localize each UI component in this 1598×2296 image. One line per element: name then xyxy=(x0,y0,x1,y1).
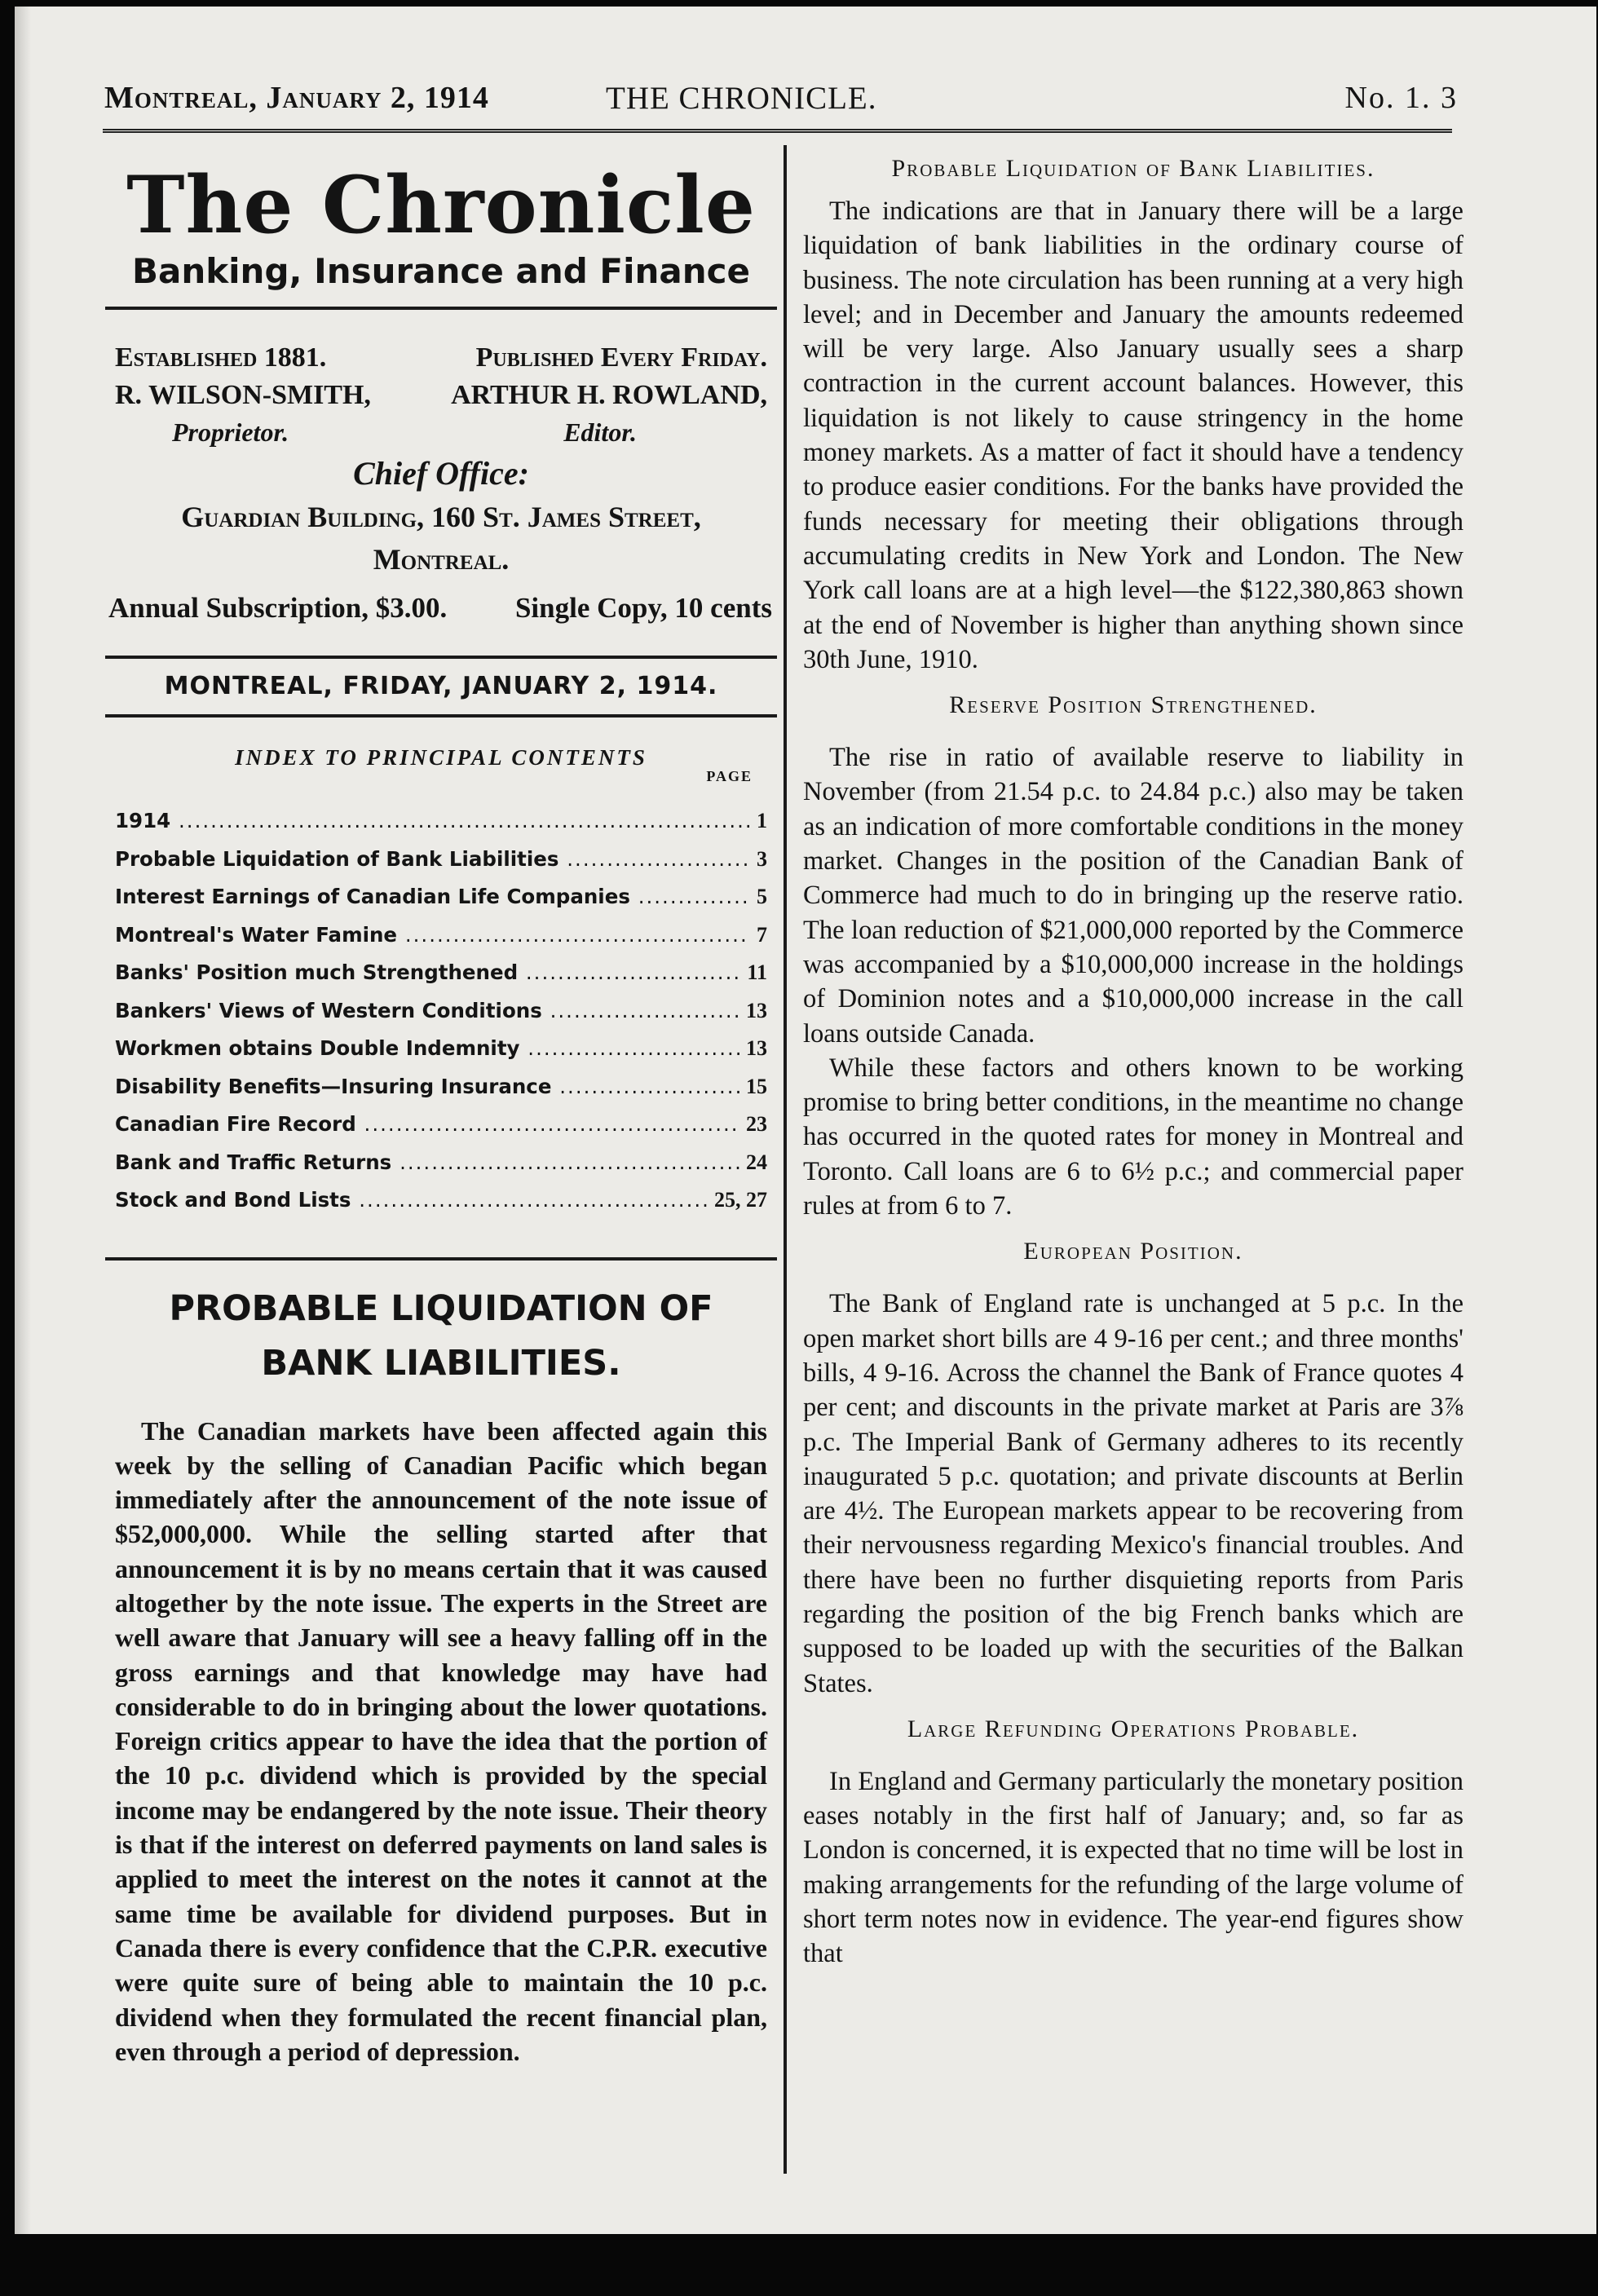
single-copy-price: Single Copy, 10 cents xyxy=(514,592,772,624)
dateline-rule-bottom xyxy=(105,714,777,718)
index-item: Workmen obtains Double Indemnity ..... 13 xyxy=(115,1030,767,1068)
article-title-line-1: PROBABLE LIQUIDATION OF xyxy=(169,1287,713,1329)
article-title xyxy=(115,1282,767,1391)
publication-row xyxy=(115,342,767,380)
masthead-subtitle: Banking, Insurance and Finance xyxy=(131,251,751,291)
article-paragraph: In England and Germany particularly the monetary position eases notably in the first half of January; and, so far as London is concerned, it is expected that no time will be lost in making arrangements for the refunding of the large volume of short term notes now in evidence. The year-end figures show that xyxy=(803,1766,1463,1969)
section-heading-reserve: Reserve Position Strengthened. xyxy=(949,691,1318,719)
left-column xyxy=(108,153,772,2069)
proprietor-label: Proprietor. xyxy=(172,417,289,447)
index-item: Bankers' Views of Western Conditions ..... 13 xyxy=(115,992,767,1031)
names-row xyxy=(115,380,767,417)
index-title: INDEX TO PRINCIPAL CONTENTS xyxy=(235,745,647,770)
dateline: MONTREAL, FRIDAY, JANUARY 2, 1914. xyxy=(164,672,718,700)
section-body-liquidation xyxy=(803,194,1463,677)
editor-name: ARTHUR H. ROWLAND, xyxy=(451,380,767,410)
running-head-title: THE CHRONICLE. xyxy=(606,81,877,116)
editor-label: Editor. xyxy=(563,417,637,447)
right-column xyxy=(803,152,1463,1971)
index-rule xyxy=(105,1257,777,1261)
article-left-body xyxy=(115,1414,767,2069)
established-text: Established 1881. xyxy=(115,342,327,373)
masthead-title: The Chronicle xyxy=(126,159,756,251)
section-heading-european: European Position. xyxy=(1023,1238,1243,1265)
index-item: Stock and Bond Lists ..... 25, 27 xyxy=(115,1181,767,1220)
article-paragraph: The indications are that in January there will be a large liquidation of bank liabilities in the ordinary course of business. The note circulation has been running at a very high level; and in December and January the amounts redeemed will be very large. Also January usually sees a sharp contraction in the current account balances. However, this liquidation is not likely to cause stringency in the home money markets. As a matter of fact it should have a tendency to produce easier conditions. For the banks have provided the funds necessary for meeting their obligations through accumulating credits in New York and London. The New York call loans are at a high level—the $122,380,863 shown at the end of November is higher than anything shown since 30th June, 1910. xyxy=(803,196,1463,674)
office-address: Guardian Building, 160 St. James Street, xyxy=(181,501,701,533)
article-paragraph: While these factors and others known to be working promise to bring better conditions, in the meantime no change has occurred in the quoted rates for money in Montreal and Toronto. Call loans are 6 to 6½ p.c.; and commercial paper rules at from 6 to 7. xyxy=(803,1053,1463,1221)
chief-office-label: Chief Office: xyxy=(353,455,529,492)
proprietor-name: R. WILSON-SMITH, xyxy=(115,380,371,410)
index-item: 1914 ..... 1 xyxy=(115,802,767,841)
index-item: Banks' Position much Strengthened ..... 11 xyxy=(115,954,767,992)
article-title-line-2: BANK LIABILITIES. xyxy=(261,1342,621,1384)
article-paragraph: The Bank of England rate is unchanged at 5 p.c. In the open market short bills are 4 9-16 per cent.; and three months' bills, 4 9-16. Across the channel the Bank of France quotes 4 per cent; and discounts in the private market at Paris are 3⅞ p.c. The Imperial Bank of Germany adheres to its recently inaugurated 5 p.c. quotation; and private discounts at Berlin are 4½. The European markets appear to be recovering from their nervousness regarding Mexico's financial troubles. And there have been no further disquieting reports from Paris regarding the position of the big French banks which are supposed to be loaded up with the securities of the Balkan States. xyxy=(803,1289,1463,1698)
index-item: Montreal's Water Famine ..... 7 xyxy=(115,916,767,955)
index-list xyxy=(115,802,767,1220)
section-heading-liquidation: Probable Liquidation of Bank Liabilities. xyxy=(891,155,1375,182)
index-item: Probable Liquidation of Bank Liabilities ..... 3 xyxy=(115,841,767,879)
index-heading xyxy=(115,745,767,794)
section-body-refunding xyxy=(803,1764,1463,1971)
index-item: Disability Benefits—Insuring Insurance ..... 15 xyxy=(115,1068,767,1106)
index-item: Bank and Traffic Returns ..... 24 xyxy=(115,1144,767,1182)
header-rule xyxy=(103,129,1452,133)
published-text: Published Every Friday. xyxy=(475,342,767,373)
running-head-number: No. 1. 3 xyxy=(1344,81,1458,115)
page-binding-shadow xyxy=(15,7,31,2234)
index-page-label: PAGE xyxy=(706,768,753,784)
column-divider xyxy=(784,145,787,2174)
article-paragraph: The rise in ratio of available reserve to liability in November (from 21.54 p.c. to 24.84 p.c.) also may be taken as an indication of more comfortable conditions in the money market. Changes in the position of the Canadian Bank of Commerce had much to do in bringing up the reserve ratio. The loan reduction of $21,000,000 reported by the Commerce was accompanied by a $10,000,000 increase in the holdings of Dominion notes and a $10,000,000 increase in the call loans outside Canada. xyxy=(803,743,1463,1049)
subscription-row xyxy=(108,587,772,633)
running-head-date: Montreal, January 2, 1914 xyxy=(104,81,489,115)
running-head xyxy=(104,80,1458,121)
newspaper-page xyxy=(15,7,1596,2234)
office-city: Montreal. xyxy=(373,543,510,576)
section-heading-refunding: Large Refunding Operations Probable. xyxy=(907,1715,1360,1742)
index-item: Canadian Fire Record ..... 23 xyxy=(115,1106,767,1144)
roles-row xyxy=(115,417,767,452)
section-body-reserve xyxy=(803,740,1463,1223)
section-body-european xyxy=(803,1287,1463,1701)
annual-subscription: Annual Subscription, $3.00. xyxy=(108,592,448,624)
index-item: Interest Earnings of Canadian Life Companies ..... 5 xyxy=(115,878,767,916)
article-paragraph: The Canadian markets have been affected again this week by the selling of Canadian Pacific which began immediately after the announcement of the note issue of $52,000,000. While the selling started after that announcement it is by no means certain that it was caused altogether by the note issue. The experts in the Street are well aware that January will see a heavy falling off in the gross earnings and that knowledge may have had considerable to do in bringing about the lower quotations. Foreign critics appear to have the idea that the portion of the 10 p.c. dividend which is provided by the special income may be endangered by the note issue. Their theory is that if the interest on deferred payments on land sales is applied to meet the interest on the notes it cannot at the same time be available for dividend purposes. But in Canada there is every confidence that the C.P.R. executive were quite sure of being able to maintain the 10 p.c. dividend when they formulated the recent financial plan, even through a period of depression. xyxy=(115,1415,767,2066)
masthead-rule xyxy=(105,307,777,310)
